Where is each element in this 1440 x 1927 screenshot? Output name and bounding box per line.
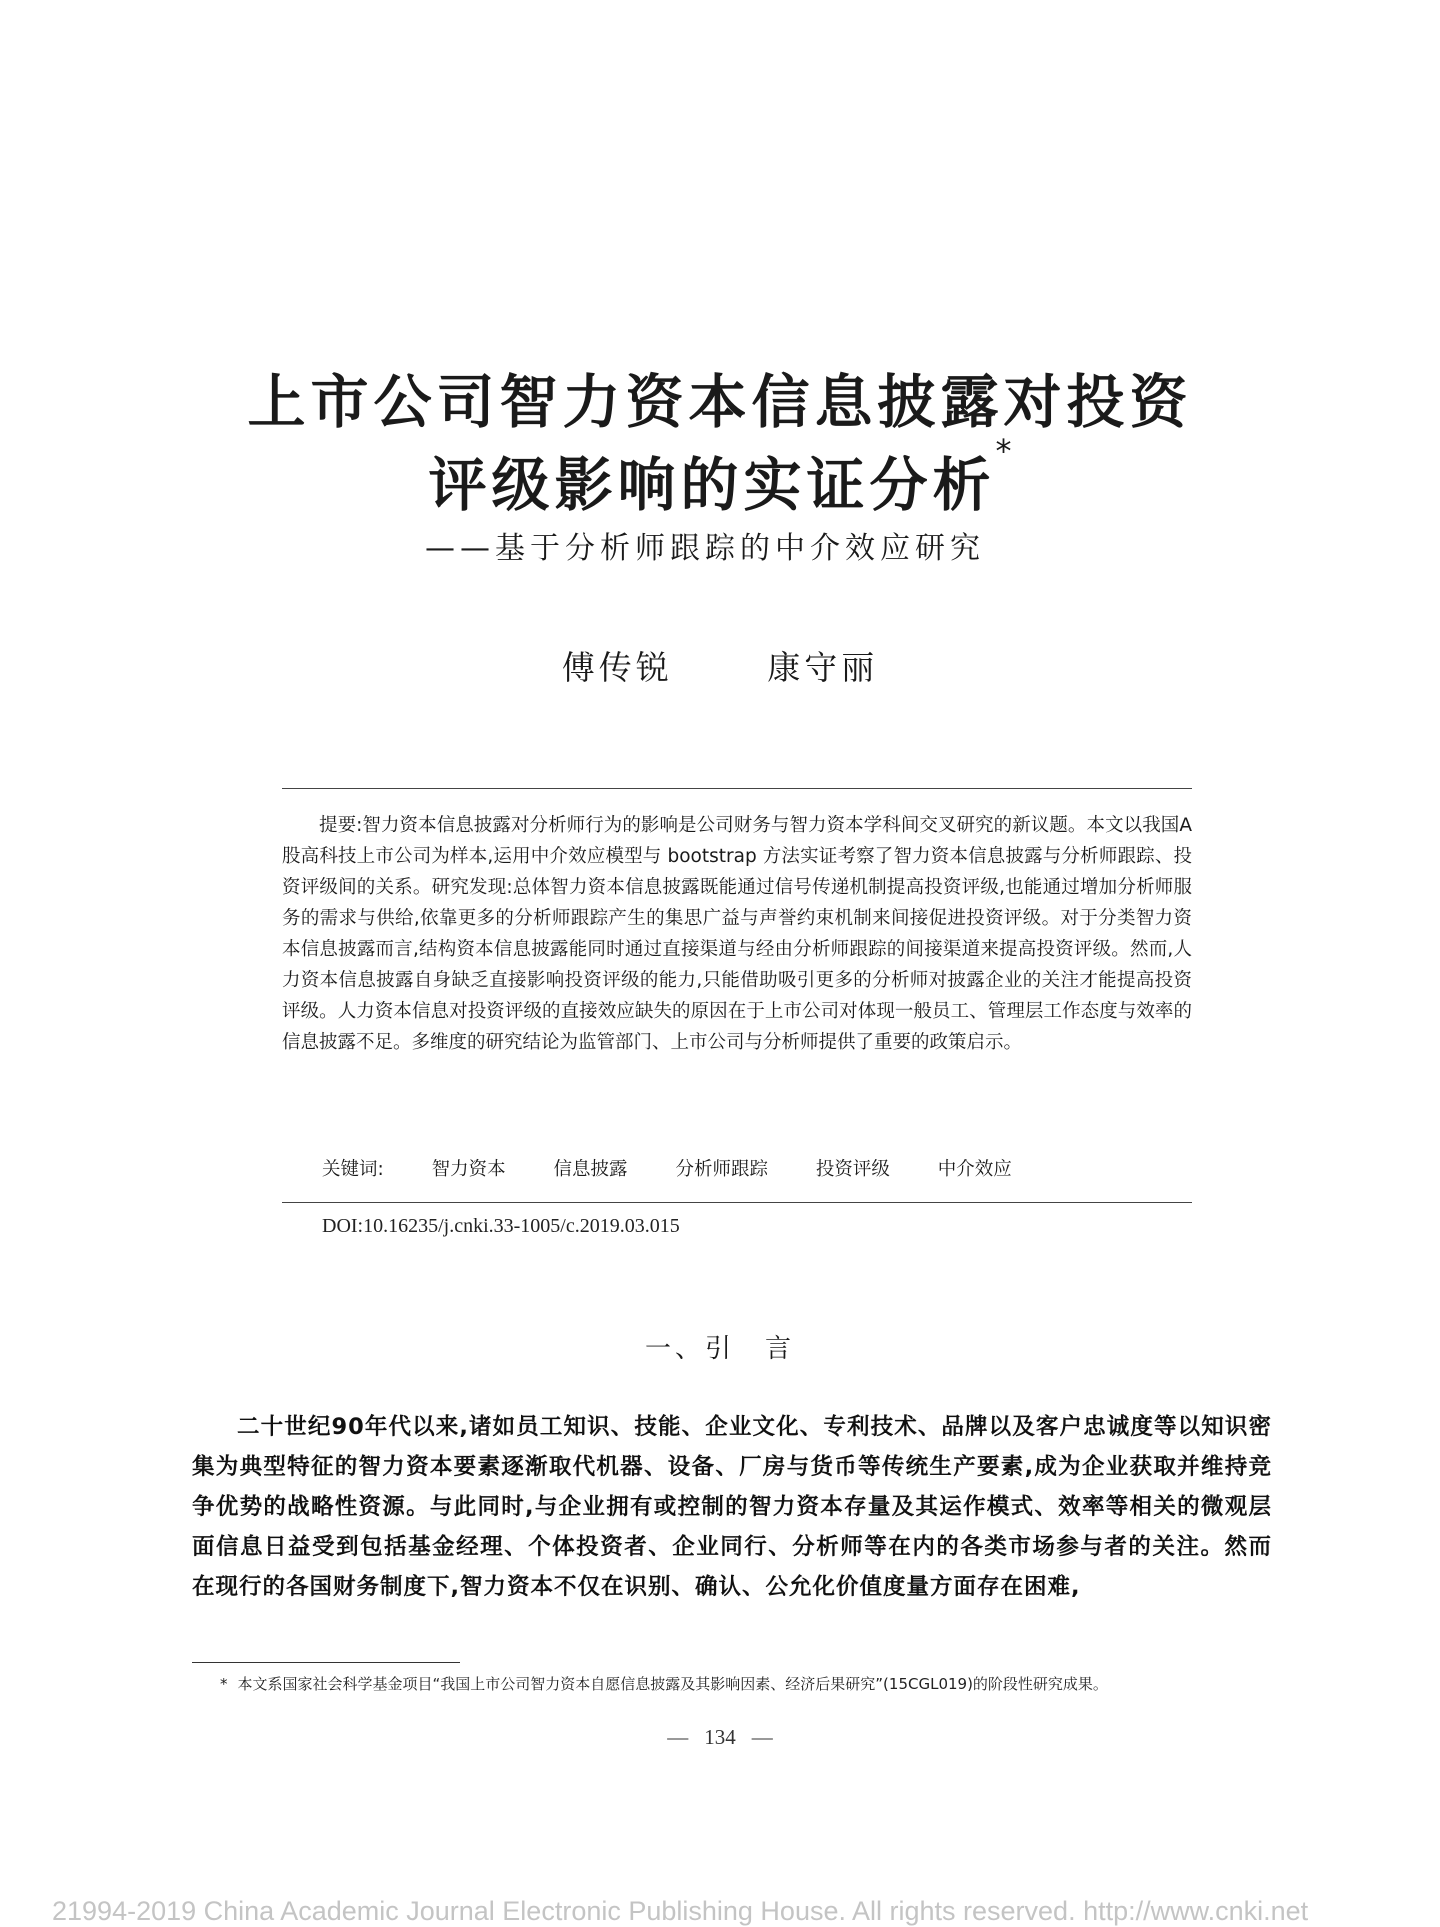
keywords xyxy=(322,1155,1012,1181)
body-paragraph: 二十世纪90年代以来,诸如员工知识、技能、企业文化、专利技术、品牌以及客户忠诚度等以知识密集为典型特征的智力资本要素逐渐取代机器、设备、厂房与货币等传统生产要素,成为企业获取并维持竞争优势的战略性资源。与此同时,与企业拥有或控制的智力资本存量及其运作模式、效率等相关的微观层面信息日益受到包括基金经理、个体投资者、企业同行、分析师等在内的各类市场参与者的关注。然而在现行的各国财务制度下,智力资本不仅在识别、确认、公允化价值度量方面存在困难, xyxy=(192,1414,1272,1600)
author-name: 傅传锐 xyxy=(561,648,673,687)
section-heading: 一、引 言 xyxy=(644,1334,795,1364)
page-number-dash: — xyxy=(667,1725,689,1749)
doi: DOI:10.16235/j.cnki.33-1005/c.2019.03.015 xyxy=(322,1215,680,1237)
subtitle: ——基于分析师跟踪的中介效应研究 xyxy=(425,531,985,566)
page-number-value: 134 xyxy=(704,1725,736,1749)
keyword: 投资评级 xyxy=(815,1159,890,1180)
page-number xyxy=(0,1725,1440,1750)
author-name: 康守丽 xyxy=(767,648,879,687)
abstract xyxy=(282,810,1192,1058)
title-line-1: 上市公司智力资本信息披露对投资 xyxy=(247,368,1193,436)
abstract-bottom-rule xyxy=(282,1202,1192,1203)
keyword: 分析师跟踪 xyxy=(675,1159,768,1180)
watermark: 21994-2019 China Academic Journal Electronic Publishing House. All rights reserved. http://www.cnki.net xyxy=(52,1896,1309,1926)
footnote-marker: * xyxy=(220,1675,228,1693)
footnote-text: 本文系国家社会科学基金项目“我国上市公司智力资本自愿信息披露及其影响因素、经济后果研究”(15CGL019)的阶段性研究成果。 xyxy=(237,1675,1108,1693)
keyword: 智力资本 xyxy=(431,1159,506,1180)
keyword: 中介效应 xyxy=(937,1159,1012,1180)
footnote-rule xyxy=(192,1662,460,1663)
authors xyxy=(0,642,1440,689)
keywords-label: 关键词: xyxy=(322,1159,384,1180)
title-line-2-text: 评级影响的实证分析 xyxy=(428,451,996,519)
page-number-dash: — xyxy=(751,1725,773,1749)
title-line-2 xyxy=(0,432,1440,522)
abstract-text: 提要:智力资本信息披露对分析师行为的影响是公司财务与智力资本学科间交叉研究的新议题。本文以我国A股高科技上市公司为样本,运用中介效应模型与 bootstrap 方法实证考察了智力资本信息披露与分析师跟踪、投资评级间的关系。研究发现:总体智力资本信息披露既能通过信号传递机制提高投资评级,也能通过增加分析师服务的需求与供给,依靠更多的分析师跟踪产生的集思广益与声誉约束机制来间接促进投资评级。对于分类智力资本信息披露而言,结构资本信息披露能同时通过直接渠道与经由分析师跟踪的间接渠道来提高投资评级。然而,人力资本信息披露自身缺乏直接影响投资评级的能力,只能借助吸引更多的分析师对披露企业的关注才能提高投资评级。人力资本信息对投资评级的直接效应缺失的原因在于上市公司对体现一般员工、管理层工作态度与效率的信息披露不足。多维度的研究结论为监管部门、上市公司与分析师提供了重要的政策启示。 xyxy=(282,815,1192,1053)
title-footnote-marker: * xyxy=(995,432,1012,470)
body-text xyxy=(192,1407,1272,1607)
abstract-top-rule xyxy=(282,788,1192,789)
footnote xyxy=(192,1672,1272,1696)
keyword: 信息披露 xyxy=(553,1159,628,1180)
